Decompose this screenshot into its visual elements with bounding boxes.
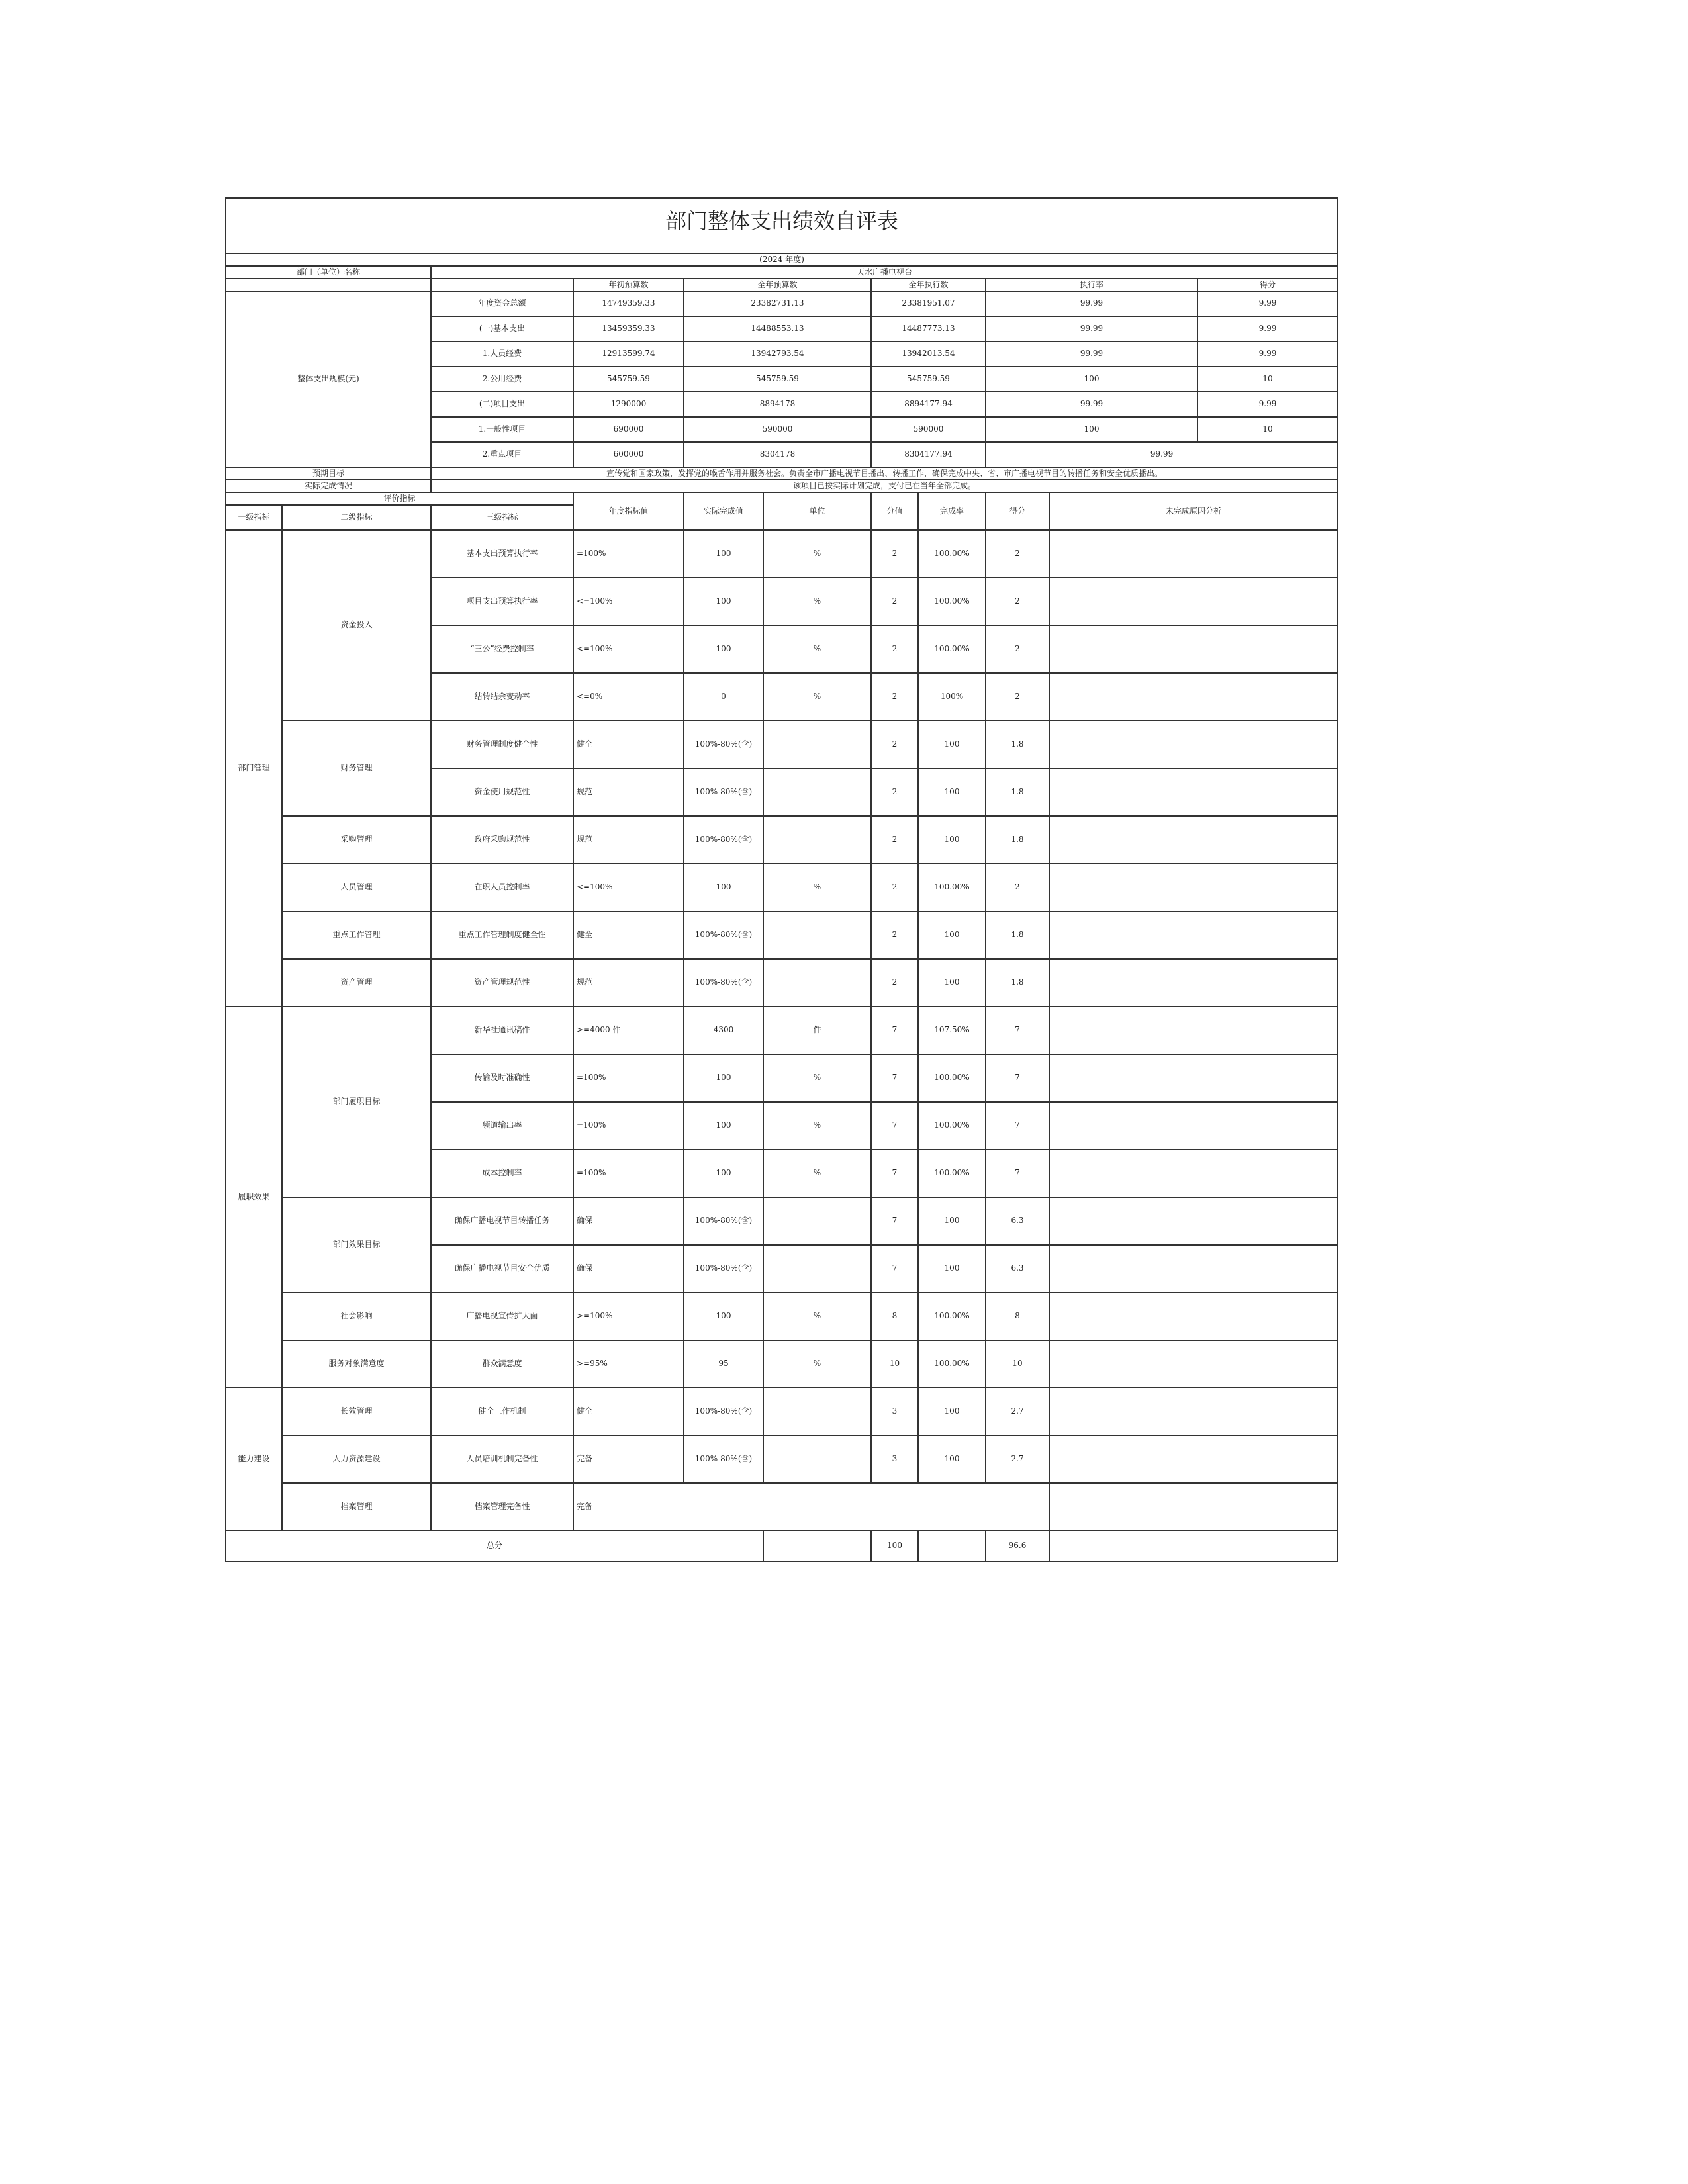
target-cell: <=100%: [573, 625, 684, 673]
weight-cell: 3: [871, 1435, 918, 1483]
rate-cell: 100.00%: [918, 1340, 986, 1388]
reason-cell: [1049, 1245, 1338, 1293]
budget-initial: 14749359.33: [573, 291, 684, 316]
level3-cell: 项目支出预算执行率: [431, 578, 573, 625]
actual-cell: 100: [684, 1293, 763, 1340]
score-cell: 2: [986, 625, 1049, 673]
rate-cell: 100.00%: [918, 625, 986, 673]
target-cell: =100%: [573, 1102, 684, 1150]
budget-score: 9.99: [1197, 291, 1338, 316]
col-rate: 完成率: [918, 492, 986, 530]
budget-initial: 600000: [573, 442, 684, 467]
col-reason: 未完成原因分析: [1049, 492, 1338, 530]
level3-cell: 政府采购规范性: [431, 816, 573, 864]
rate-cell: 100.00%: [918, 864, 986, 911]
score-cell: 8: [986, 1293, 1049, 1340]
reason-cell: [1049, 1150, 1338, 1197]
eval-header: 评价指标: [226, 492, 573, 505]
weight-cell: 7: [871, 1054, 918, 1102]
target-cell: <=100%: [573, 578, 684, 625]
reason-cell: [1049, 578, 1338, 625]
unit-cell: [763, 768, 871, 816]
col-actual: 实际完成值: [684, 492, 763, 530]
weight-cell: 10: [871, 1340, 918, 1388]
dept-label: 部门（单位）名称: [226, 266, 431, 279]
weight-cell: 7: [871, 1102, 918, 1150]
rate-cell: 107.50%: [918, 1007, 986, 1054]
target-cell: <=100%: [573, 864, 684, 911]
unit-cell: [763, 1245, 871, 1293]
budget-score: 10: [1197, 367, 1338, 392]
total-rate: [918, 1531, 986, 1561]
unit-cell: 件: [763, 1007, 871, 1054]
level3-cell: 确保广播电视节目安全优质: [431, 1245, 573, 1293]
header-executed: 全年执行数: [871, 279, 986, 291]
actual-cell: 100: [684, 1054, 763, 1102]
unit-cell: [763, 816, 871, 864]
reason-cell: [1049, 625, 1338, 673]
col-level1: 一级指标: [226, 505, 282, 530]
unit-cell: %: [763, 1102, 871, 1150]
weight-cell: 3: [871, 1388, 918, 1435]
level3-cell: 频道输出率: [431, 1102, 573, 1150]
actual-cell: 100%-80%(含): [684, 1245, 763, 1293]
budget-row-name: 年度资金总额: [431, 291, 573, 316]
budget-initial: 12913599.74: [573, 341, 684, 367]
col-score: 得分: [986, 492, 1049, 530]
budget-annual: 13942793.54: [684, 341, 871, 367]
budget-executed: 23381951.07: [871, 291, 986, 316]
reason-cell: [1049, 1054, 1338, 1102]
header-annual: 全年预算数: [684, 279, 871, 291]
budget-rate: 99.99: [986, 316, 1197, 341]
weight-cell: 2: [871, 578, 918, 625]
actual-cell: 100: [684, 578, 763, 625]
level2-cell: 资产管理: [282, 959, 431, 1007]
unit-cell: %: [763, 1054, 871, 1102]
budget-initial: 545759.59: [573, 367, 684, 392]
reason-cell: [1049, 530, 1338, 578]
unit-cell: %: [763, 530, 871, 578]
weight-cell: 7: [871, 1007, 918, 1054]
budget-row-name: 1.一般性项目: [431, 417, 573, 442]
total-weight: 100: [871, 1531, 918, 1561]
budget-initial: 1290000: [573, 392, 684, 417]
weight-cell: 2: [871, 864, 918, 911]
target-cell: =100%: [573, 1054, 684, 1102]
budget-executed: 8304177.94: [871, 442, 986, 467]
reason-cell: [1049, 1293, 1338, 1340]
reason-cell: [1049, 1197, 1338, 1245]
reason-cell: [1049, 864, 1338, 911]
reason-cell: [1049, 721, 1338, 768]
budget-initial: 13459359.33: [573, 316, 684, 341]
unit-cell: [763, 721, 871, 768]
actual-cell: 100%-80%(含): [684, 816, 763, 864]
scale-label: 整体支出规模(元): [226, 291, 431, 467]
header-rate: 执行率: [986, 279, 1197, 291]
score-cell: 7: [986, 1102, 1049, 1150]
budget-rate: 99.99: [986, 341, 1197, 367]
score-cell: 7: [986, 1007, 1049, 1054]
unit-cell: %: [763, 673, 871, 721]
actual-cell: 100%-80%(含): [684, 721, 763, 768]
score-cell: 1.8: [986, 721, 1049, 768]
target-cell: 规范: [573, 959, 684, 1007]
rate-cell: 100: [918, 816, 986, 864]
target-cell: 完备: [573, 1435, 684, 1483]
reason-cell: [1049, 1388, 1338, 1435]
unit-cell: [763, 1197, 871, 1245]
level2-cell: 重点工作管理: [282, 911, 431, 959]
rate-cell: 100: [918, 768, 986, 816]
weight-cell: 2: [871, 721, 918, 768]
target-cell: =100%: [573, 1150, 684, 1197]
level3-cell: 财务管理制度健全性: [431, 721, 573, 768]
budget-annual: 14488553.13: [684, 316, 871, 341]
budget-row-name: 2.公用经费: [431, 367, 573, 392]
reason-cell: [1049, 1435, 1338, 1483]
header-score: 得分: [1197, 279, 1338, 291]
actual-cell: 4300: [684, 1007, 763, 1054]
level3-cell: 确保广播电视节目转播任务: [431, 1197, 573, 1245]
total-label: 总分: [226, 1531, 763, 1561]
score-cell: 1.8: [986, 959, 1049, 1007]
reason-cell: [1049, 911, 1338, 959]
weight-cell: 2: [871, 768, 918, 816]
rate-cell: 100.00%: [918, 1054, 986, 1102]
unit-cell: %: [763, 578, 871, 625]
weight-cell: 8: [871, 1293, 918, 1340]
goal-text: 宣传党和国家政策，发挥党的喉舌作用并服务社会。负责全市广播电视节目播出、转播工作，确保完成中央、省、市广播电视节目的转播任务和安全优质播出。: [431, 467, 1338, 480]
level3-cell: 人员培训机制完备性: [431, 1435, 573, 1483]
actual-cell: 95: [684, 1340, 763, 1388]
col-level3: 三级指标: [431, 505, 573, 530]
budget-executed: 8894177.94: [871, 392, 986, 417]
unit-cell: [763, 1435, 871, 1483]
rate-cell: 100.00%: [918, 530, 986, 578]
actual-cell: 100: [684, 864, 763, 911]
budget-row-name: 1.人员经费: [431, 341, 573, 367]
budget-score: 9.99: [1197, 392, 1338, 417]
weight-cell: 2: [871, 911, 918, 959]
target-cell: 健全: [573, 1388, 684, 1435]
level3-cell: 在职人员控制率: [431, 864, 573, 911]
budget-annual: 545759.59: [684, 367, 871, 392]
level2-cell: 部门履职目标: [282, 1007, 431, 1197]
score-cell: 2: [986, 673, 1049, 721]
budget-row-name: (一)基本支出: [431, 316, 573, 341]
budget-executed: 545759.59: [871, 367, 986, 392]
budget-score: 9.99: [1197, 316, 1338, 341]
level2-cell: 档案管理: [282, 1483, 431, 1531]
budget-executed: 13942013.54: [871, 341, 986, 367]
rate-cell: 100: [918, 959, 986, 1007]
rate-cell: 100: [918, 1245, 986, 1293]
weight-cell: 2: [871, 530, 918, 578]
reason-cell: [1049, 1102, 1338, 1150]
level3-cell: 资金使用规范性: [431, 768, 573, 816]
actual-cell: 100%-80%(含): [684, 768, 763, 816]
rate-cell: 100: [918, 1435, 986, 1483]
rate-cell: 100.00%: [918, 1150, 986, 1197]
total-unit: [763, 1531, 871, 1561]
unit-cell: %: [763, 1293, 871, 1340]
level2-cell: 服务对象满意度: [282, 1340, 431, 1388]
actual-cell: 100: [684, 1150, 763, 1197]
level3-cell: 传输及时准确性: [431, 1054, 573, 1102]
score-cell: 1.8: [986, 768, 1049, 816]
level3-cell: 基本支出预算执行率: [431, 530, 573, 578]
rate-cell: 100.00%: [918, 578, 986, 625]
score-cell: 6.3: [986, 1197, 1049, 1245]
score-cell: 1.8: [986, 816, 1049, 864]
target-cell: 规范: [573, 768, 684, 816]
reason-cell: [1049, 673, 1338, 721]
target-cell: <=0%: [573, 673, 684, 721]
weight-cell: 2: [871, 625, 918, 673]
level3-cell: 新华社通讯稿件: [431, 1007, 573, 1054]
goal-label: 预期目标: [226, 467, 431, 480]
unit-cell: %: [763, 1340, 871, 1388]
page-title: 部门整体支出绩效自评表: [226, 198, 1338, 245]
level3-cell: 结转结余变动率: [431, 673, 573, 721]
budget-score: 9.99: [1197, 341, 1338, 367]
budget-rate: 100: [986, 417, 1197, 442]
header-initial: 年初预算数: [573, 279, 684, 291]
weight-cell: 7: [871, 1197, 918, 1245]
rate-cell: 100.00%: [918, 1293, 986, 1340]
level2-cell: 财务管理: [282, 721, 431, 816]
target-cell: >=95%: [573, 1340, 684, 1388]
unit-cell: [763, 1388, 871, 1435]
actual-cell: 100%-80%(含): [684, 959, 763, 1007]
performance-sheet: [225, 197, 1337, 1562]
unit-cell: %: [763, 864, 871, 911]
reason-cell: [1049, 1007, 1338, 1054]
unit-cell: [763, 959, 871, 1007]
actual-label: 实际完成情况: [226, 480, 431, 492]
actual-cell: 100%-80%(含): [684, 911, 763, 959]
actual-text: 该项目已按实际计划完成，支付已在当年全部完成。: [431, 480, 1338, 492]
reason-cell: [1049, 1483, 1338, 1531]
level2-cell: 人员管理: [282, 864, 431, 911]
actual-cell: 100: [684, 530, 763, 578]
score-cell: 2: [986, 578, 1049, 625]
col-target: 年度指标值: [573, 492, 684, 530]
level1-cell: 履职效果: [226, 1007, 282, 1388]
weight-cell: 2: [871, 959, 918, 1007]
reason-cell: [1049, 816, 1338, 864]
budget-rate: 99.99: [986, 392, 1197, 417]
col-level2: 二级指标: [282, 505, 431, 530]
score-cell: 2: [986, 530, 1049, 578]
weight-cell: 2: [871, 673, 918, 721]
total-reason: [1049, 1531, 1338, 1561]
budget-annual: 23382731.13: [684, 291, 871, 316]
target-cell: >=4000 件: [573, 1007, 684, 1054]
rate-cell: 100: [918, 1197, 986, 1245]
target-cell: >=100%: [573, 1293, 684, 1340]
score-cell: 7: [986, 1054, 1049, 1102]
level3-cell: 资产管理规范性: [431, 959, 573, 1007]
level3-cell: 重点工作管理制度健全性: [431, 911, 573, 959]
total-score: 96.6: [986, 1531, 1049, 1561]
actual-cell: 100: [684, 1102, 763, 1150]
weight-cell: 2: [871, 816, 918, 864]
budget-initial: 690000: [573, 417, 684, 442]
budget-executed: 14487773.13: [871, 316, 986, 341]
level2-cell: 社会影响: [282, 1293, 431, 1340]
level2-cell: 部门效果目标: [282, 1197, 431, 1293]
actual-cell: 100%-80%(含): [684, 1388, 763, 1435]
budget-row-name: 2.重点项目: [431, 442, 573, 467]
budget-row-name: (二)项目支出: [431, 392, 573, 417]
level3-cell: 成本控制率: [431, 1150, 573, 1197]
rate-cell: 100.00%: [918, 1102, 986, 1150]
target-cell: =100%: [573, 530, 684, 578]
unit-cell: %: [763, 625, 871, 673]
budget-rate: 100: [986, 367, 1197, 392]
budget-rate: 99.99: [986, 291, 1197, 316]
target-cell: 健全: [573, 721, 684, 768]
reason-cell: [1049, 1340, 1338, 1388]
level1-cell: 能力建设: [226, 1388, 282, 1531]
dept-name: 天水广播电视台: [431, 266, 1338, 279]
budget-annual: 8304178: [684, 442, 871, 467]
reason-cell: [1049, 768, 1338, 816]
actual-cell: 100%-80%(含): [684, 1197, 763, 1245]
rate-cell: 100: [918, 721, 986, 768]
actual-cell: 0: [684, 673, 763, 721]
level2-cell: 资金投入: [282, 530, 431, 721]
rate-cell: 100: [918, 1388, 986, 1435]
col-unit: 单位: [763, 492, 871, 530]
level3-cell: 广播电视宣传扩大面: [431, 1293, 573, 1340]
target-cell: 健全: [573, 911, 684, 959]
level2-cell: 人力资源建设: [282, 1435, 431, 1483]
target-cell: 完备: [573, 1483, 1049, 1531]
budget-annual: 590000: [684, 417, 871, 442]
level1-cell: 部门管理: [226, 530, 282, 1007]
unit-cell: [763, 911, 871, 959]
actual-cell: 100%-80%(含): [684, 1435, 763, 1483]
score-cell: 2.7: [986, 1388, 1049, 1435]
score-cell: 2.7: [986, 1435, 1049, 1483]
rate-cell: 100%: [918, 673, 986, 721]
score-cell: 2: [986, 864, 1049, 911]
budget-executed: 590000: [871, 417, 986, 442]
actual-cell: 100: [684, 625, 763, 673]
budget-merged-score: 99.99: [986, 442, 1338, 467]
level3-cell: “三公”经费控制率: [431, 625, 573, 673]
reason-cell: [1049, 959, 1338, 1007]
level3-cell: 群众满意度: [431, 1340, 573, 1388]
score-cell: 6.3: [986, 1245, 1049, 1293]
target-cell: 确保: [573, 1245, 684, 1293]
budget-score: 10: [1197, 417, 1338, 442]
level2-cell: 采购管理: [282, 816, 431, 864]
weight-cell: 7: [871, 1245, 918, 1293]
score-cell: 1.8: [986, 911, 1049, 959]
weight-cell: 7: [871, 1150, 918, 1197]
level3-cell: 档案管理完备性: [431, 1483, 573, 1531]
target-cell: 确保: [573, 1197, 684, 1245]
level3-cell: 健全工作机制: [431, 1388, 573, 1435]
level2-cell: 长效管理: [282, 1388, 431, 1435]
budget-annual: 8894178: [684, 392, 871, 417]
score-cell: 10: [986, 1340, 1049, 1388]
year-label: (2024 年度): [226, 253, 1338, 266]
performance-table: [225, 197, 1338, 1562]
unit-cell: %: [763, 1150, 871, 1197]
rate-cell: 100: [918, 911, 986, 959]
score-cell: 7: [986, 1150, 1049, 1197]
col-weight: 分值: [871, 492, 918, 530]
target-cell: 规范: [573, 816, 684, 864]
